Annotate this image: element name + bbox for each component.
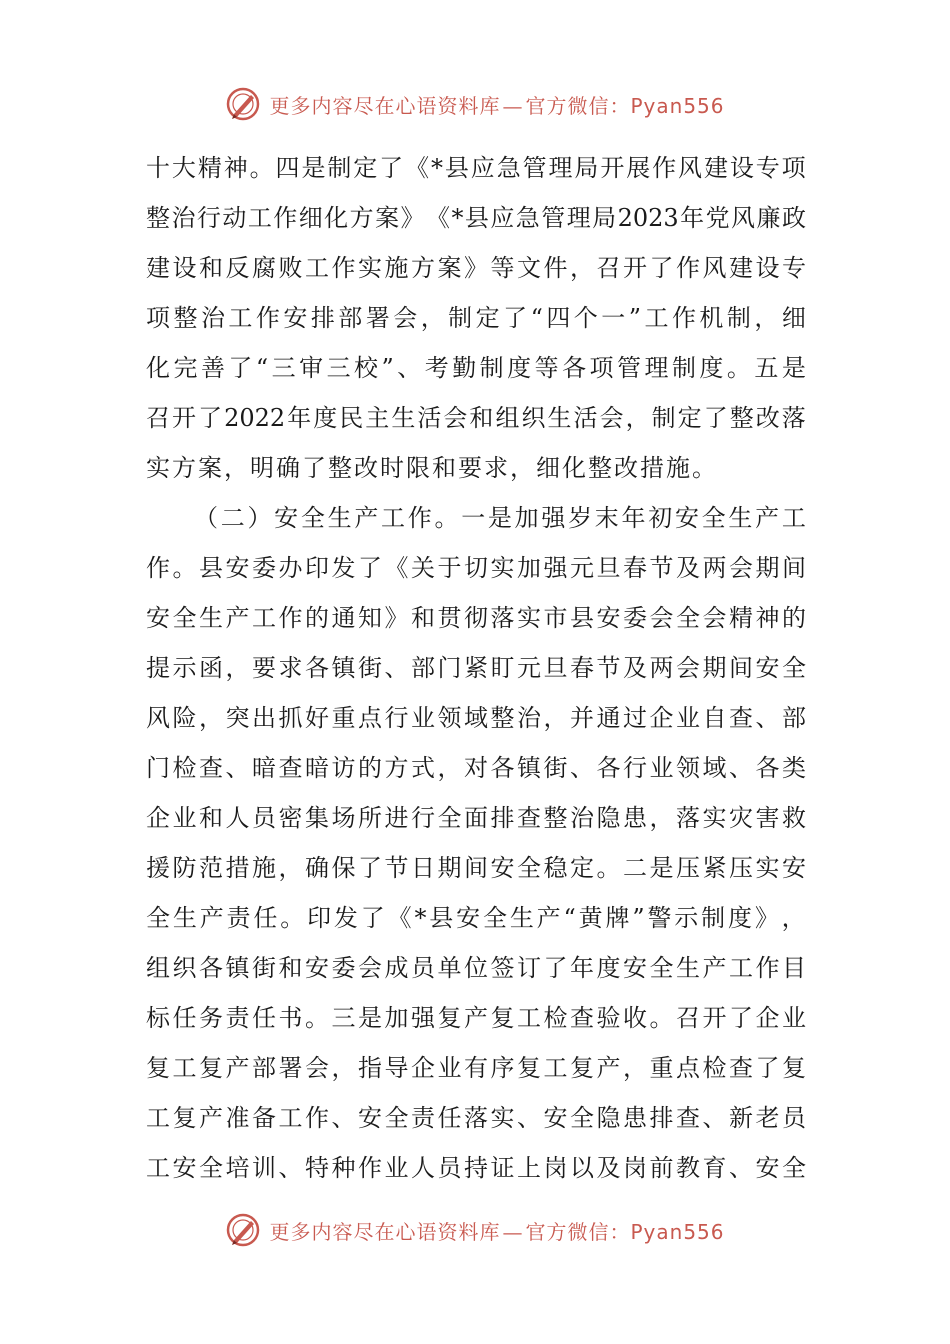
text-line: 复 工 复 产 部 署 会 ， 指 导 企 业 有 序 复 工 复 产 ， 重 点 检 查 了 复 [146,1054,806,1082]
text-line: 安 全 生 产 工 作 的 通 知 》 和 贯 彻 落 实 市 县 安 委 会 全 会 精 神 的 [146,604,806,632]
document-body [146,143,806,1193]
banner-text [269,1216,724,1245]
text-line: 作 。 县 安 委 办 印 发 了 《 关 于 切 实 加 强 元 旦 春 节 及 两 会 期 间 [146,554,806,582]
footer-watermark-banner [0,1208,950,1252]
text-line: 标 任 务 责 任 书 。 三 是 加 强 复 产 复 工 检 查 验 收 。 召 开 了 企 业 [146,1004,806,1032]
text-line: 援 防 范 措 施 ， 确 保 了 节 日 期 间 安 全 稳 定 。 二 是 压 紧 压 实 安 [146,854,806,882]
banner-wechat-label: 官方微信： [525,1219,631,1244]
text-line: 组 织 各 镇 街 和 安 委 会 成 员 单 位 签 订 了 年 度 安 全 生 产 工 作 目 [146,954,806,982]
text-line: 实方案，明确了整改时限和要求，细化整改措施。 [146,454,718,482]
header-watermark-banner [0,82,950,126]
banner-text [269,90,724,119]
text-line: 提 示 函 ， 要 求 各 镇 街 、 部 门 紧 盯 元 旦 春 节 及 两 会 期 间 安 全 [146,654,806,682]
text-line: 项 整 治 工 作 安 排 部 署 会 ， 制 定 了 “ 四 个 一 ” 工 作 机 制 ， 细 [146,304,806,332]
text-line: 工 安 全 培 训 、 特 种 作 业 人 员 持 证 上 岗 以 及 岗 前 教 育 、 安 全 [146,1154,806,1182]
banner-wechat-id: Pyan556 [630,1219,725,1244]
section-heading-line: （ 二 ） 安 全 生 产 工 作 。 一 是 加 强 岁 末 年 初 安 全 生 产 工 [194,504,806,532]
pen-logo-icon [225,86,261,122]
banner-slogan: 更多内容尽在心语资料库 [269,93,501,118]
text-line: 整 治 行 动 工 作 细 化 方 案 》 《 * 县 应 急 管 理 局 2023 年 党 风 廉 政 [146,204,806,232]
text-line: 十 大 精 神 。 四 是 制 定 了 《 * 县 应 急 管 理 局 开 展 作 风 建 设 专 项 [146,154,806,182]
text-line: 化 完 善 了 “ 三 审 三 校 ” 、 考 勤 制 度 等 各 项 管 理 制 度 。 五 是 [146,354,806,382]
pen-logo-icon [225,1212,261,1248]
banner-wechat-label: 官方微信： [525,93,631,118]
text-line: 企 业 和 人 员 密 集 场 所 进 行 全 面 排 查 整 治 隐 患 ， 落 实 灾 害 救 [146,804,806,832]
text-line: 工 复 产 准 备 工 作 、 安 全 责 任 落 实 、 安 全 隐 患 排 查 、 新 老 员 [146,1104,806,1132]
banner-dash: — [502,1219,524,1244]
text-line: 建 设 和 反 腐 败 工 作 实 施 方 案 》 等 文 件 ， 召 开 了 作 风 建 设 专 [146,254,806,282]
banner-wechat-id: Pyan556 [630,93,725,118]
banner-dash: — [502,93,524,118]
banner-slogan: 更多内容尽在心语资料库 [269,1219,501,1244]
text-line: 全 生 产 责 任 。 印 发 了 《 * 县 安 全 生 产 “ 黄 牌 ” 警 示 制 度 》 ， [146,904,806,932]
text-line: 风 险 ， 突 出 抓 好 重 点 行 业 领 域 整 治 ， 并 通 过 企 业 自 查 、 部 [146,704,806,732]
text-line: 门 检 查 、 暗 查 暗 访 的 方 式 ， 对 各 镇 街 、 各 行 业 领 域 、 各 类 [146,754,806,782]
text-line: 召 开 了 2022 年 度 民 主 生 活 会 和 组 织 生 活 会 ， 制 定 了 整 改 落 [146,404,806,432]
